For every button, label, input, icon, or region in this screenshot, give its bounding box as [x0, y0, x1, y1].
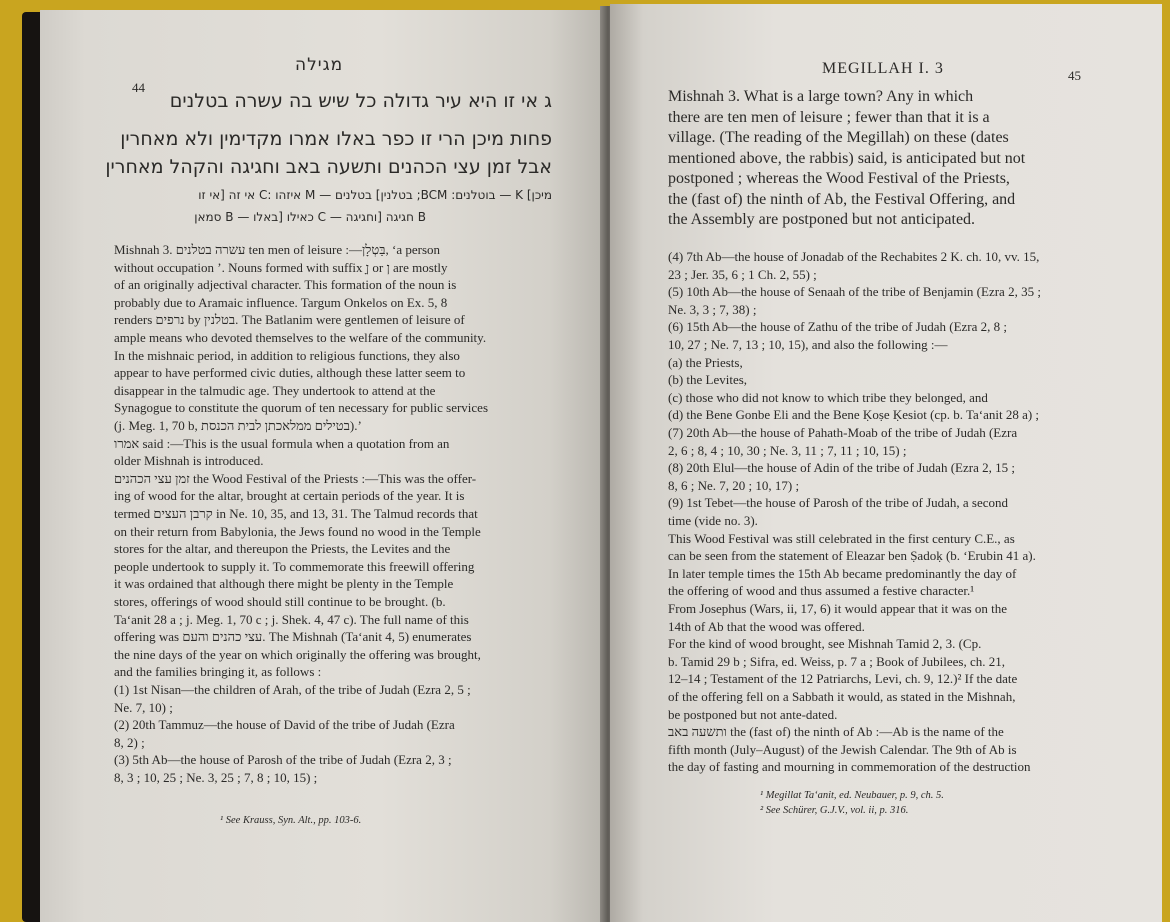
running-header: MEGILLAH I. 3	[822, 60, 944, 77]
text-line: appear to have performed civic duties, although these latter seem to	[114, 365, 466, 381]
text-line: postponed ; whereas the Wood Festival of the Priests,	[668, 170, 1010, 187]
text-line: (b) the Levites,	[668, 372, 748, 388]
text-line: 23 ; Jer. 35, 6 ; 1 Ch. 2, 55) ;	[668, 266, 817, 282]
left-page	[40, 10, 606, 922]
text-line: of an originally adjectival character. This formation of the noun is	[114, 277, 457, 293]
text-line: b. Tamid 29 b ; Sifra, ed. Weiss, p. 7 a ; Book of Jubilees, ch. 21,	[668, 653, 1005, 669]
text-line: can be seen from the statement of Eleazar ben Ṣadoḳ (b. ‘Erubin 41 a).	[668, 548, 1036, 564]
right-footnote: ¹ Megillat Ta‘anit, ed. Neubauer, p. 9, ch. 5.	[760, 790, 944, 801]
text-line: (2) 20th Tammuz—the house of David of the tribe of Judah (Ezra	[114, 717, 455, 733]
text-line: stores, offerings of wood should still continue to be brought. (b.	[114, 594, 446, 609]
mishnah-hebrew-line: ג אי זו היא עיר גדולה כל שיש בה עשרה בטלנים	[169, 90, 552, 112]
text-line: (6) 15th Ab—the house of Zathu of the tribe of Judah (Ezra 2, 8 ;	[668, 319, 1007, 335]
text-line: (8) 20th Elul—the house of Adin of the tribe of Judah (Ezra 2, 15 ;	[668, 460, 1015, 476]
text-line: (3) 5th Ab—the house of Parosh of the tribe of Judah (Ezra 2, 3 ;	[114, 752, 452, 768]
right-page-number: 45	[1068, 68, 1081, 83]
text-line: 14th of Ab that the wood was offered.	[668, 618, 865, 634]
text-line: Mishnah 3. עשרה בטלנים ten men of leisure :—בַּטְלָן, ‘a person	[114, 242, 441, 257]
text-line: the nine days of the year on which originally the offering was brought,	[114, 646, 481, 662]
text-line: on their return from Babylonia, the Jews found no wood in the Temple	[114, 523, 481, 539]
text-line: and the families bringing it, as follows :	[114, 664, 322, 680]
text-line: termed קרבן העצים in Ne. 10, 35, and 13, 31. The Talmud records that	[114, 506, 478, 521]
text-line: In later temple times the 15th Ab became predominantly the day of	[668, 565, 1017, 581]
mishnah-hebrew-line: אבל זמן עצי הכהנים ותשעה באב וחגיגה והקהל מאחרין	[105, 156, 552, 178]
left-page-number: 44	[132, 80, 145, 95]
text-line: renders נרפים by בטלנין. The Batlanim were gentlemen of leisure of	[114, 312, 465, 328]
text-line: 10, 27 ; Ne. 7, 13 ; 10, 15), and also the following :—	[668, 337, 948, 352]
text-line: the Assembly are postponed but not anticipated.	[668, 211, 976, 228]
text-line: אמרו said :—This is the usual formula when a quotation from an	[114, 435, 450, 451]
text-line: ing of wood for the altar, brought at certain periods of the year. It is	[114, 488, 465, 504]
text-line: of the offering fell on a Sabbath it would, as stated in the Mishnah,	[668, 689, 1016, 704]
text-line: Synagogue to constitute the quorum of ten necessary for public services	[114, 400, 489, 416]
text-line: offering was עצי כהנים והעם. The Mishnah (Ta‘anit 4, 5) enumerates	[114, 629, 472, 645]
right-footnote: ² See Schürer, G.J.V., vol. ii, p. 316.	[760, 805, 909, 816]
hebrew-running-title: מגילה	[295, 55, 344, 75]
text-line: For the kind of wood brought, see Mishnah Tamid 2, 3. (Cp.	[668, 636, 982, 652]
text-line: (4) 7th Ab—the house of Jonadab of the Rechabites 2 K. ch. 10, vv. 15,	[668, 249, 1040, 264]
text-line: the day of fasting and mourning in commemoration of the destruction	[668, 759, 1031, 775]
text-line: there are ten men of leisure ; fewer than that it is a	[668, 108, 990, 126]
text-line: older Mishnah is introduced.	[114, 453, 264, 469]
text-line: village. (The reading of the Megillah) on these (dates	[668, 129, 1009, 146]
text-line: disappear in the talmudic age. They undertook to attend at the	[114, 382, 436, 398]
text-line: without occupation ’. Nouns formed with suffix ָן or ן are mostly	[114, 259, 448, 275]
variant-readings-line: מיכן] K — בוטלנים: BCM; בטלנין] בטלנים — M איזהו :C אי זה [אי זו	[198, 188, 552, 202]
text-line: (a) the Priests,	[668, 354, 743, 370]
text-line: 8, 6 ; Ne. 7, 20 ; 10, 17) ;	[668, 477, 800, 493]
text-line: 12–14 ; Testament of the 12 Patriarchs, Levi, ch. 9, 12.)² If the date	[668, 671, 1018, 687]
text-line: be postponed but not ante-dated.	[668, 706, 838, 722]
text-line: stores for the altar, and thereupon the Priests, the Levites and the	[114, 541, 451, 557]
text-line: mentioned above, the rabbis) said, is anticipated but not	[668, 149, 1026, 167]
text-line: (7) 20th Ab—the house of Pahath-Moab of the tribe of Judah (Ezra	[668, 425, 1018, 440]
text-line: Ta‘anit 28 a ; j. Meg. 1, 70 c ; j. Shek. 4, 47 c). The full name of this	[114, 611, 469, 627]
text-line: (j. Meg. 1, 70 b, בטילים ממלאכתן לבית הכנסת).’	[114, 418, 362, 433]
text-line: 8, 3 ; 10, 25 ; Ne. 3, 25 ; 7, 8 ; 10, 15) ;	[114, 770, 318, 785]
variant-readings-line: B חגיגה [וחגיגה — C כאילו [באלו — B סמאן	[194, 210, 426, 224]
text-line: (1) 1st Nisan—the children of Arah, of the tribe of Judah (Ezra 2, 5 ;	[114, 682, 471, 697]
text-line: From Josephus (Wars, ii, 17, 6) it would appear that it was on the	[668, 601, 1008, 616]
text-line: Ne. 3, 3 ; 7, 38) ;	[668, 301, 757, 317]
text-line: ותשעה באב the (fast of) the ninth of Ab :—Ab is the name of the	[668, 724, 1004, 740]
left-footnote: ¹ See Krauss, Syn. Alt., pp. 103-6.	[220, 815, 362, 826]
mishnah-hebrew-line: פחות מיכן הרי זו כפר באלו אמרו מקדימין ולא מאחרין	[120, 128, 552, 150]
text-line: the (fast of) the ninth of Ab, the Festival Offering, and	[668, 190, 1016, 208]
text-line: In the mishnaic period, in addition to religious functions, they also	[114, 347, 460, 363]
text-line: (9) 1st Tebet—the house of Parosh of the tribe of Judah, a second	[668, 495, 1009, 511]
text-line: fifth month (July–August) of the Jewish Calendar. The 9th of Ab is	[668, 741, 1017, 757]
right-page	[610, 4, 1162, 922]
text-line: 8, 2) ;	[114, 734, 145, 750]
text-line: time (vide no. 3).	[668, 513, 758, 528]
text-line: (d) the Bene Gonbe Eli and the Bene Ḳoṣe Ḳesiot (cp. b. Ta‘anit 28 a) ;	[668, 407, 1040, 423]
text-line: people undertook to supply it. To commemorate this freewill offering	[114, 558, 475, 574]
text-line: probably due to Aramaic influence. Targum Onkelos on Ex. 5, 8	[114, 294, 448, 310]
text-line: זמן עצי הכהנים the Wood Festival of the Priests :—This was the offer-	[114, 470, 477, 486]
text-line: ample means who devoted themselves to the welfare of the community.	[114, 330, 487, 345]
text-line: the offering of wood and thus assumed a festive character.¹	[668, 583, 975, 599]
text-line: Ne. 7, 10) ;	[114, 699, 173, 715]
text-line: 2, 6 ; 8, 4 ; 10, 30 ; Ne. 3, 11 ; 7, 11 ; 10, 15) ;	[668, 442, 907, 458]
text-line: This Wood Festival was still celebrated in the first century C.E., as	[668, 530, 1015, 546]
text-line: Mishnah 3. What is a large town? Any in which	[668, 88, 974, 105]
text-line: it was ordained that although there might be plenty in the Temple	[114, 576, 454, 592]
text-line: (c) those who did not know to which tribe they belonged, and	[668, 389, 988, 405]
text-line: (5) 10th Ab—the house of Senaah of the tribe of Benjamin (Ezra 2, 35 ;	[668, 284, 1041, 300]
